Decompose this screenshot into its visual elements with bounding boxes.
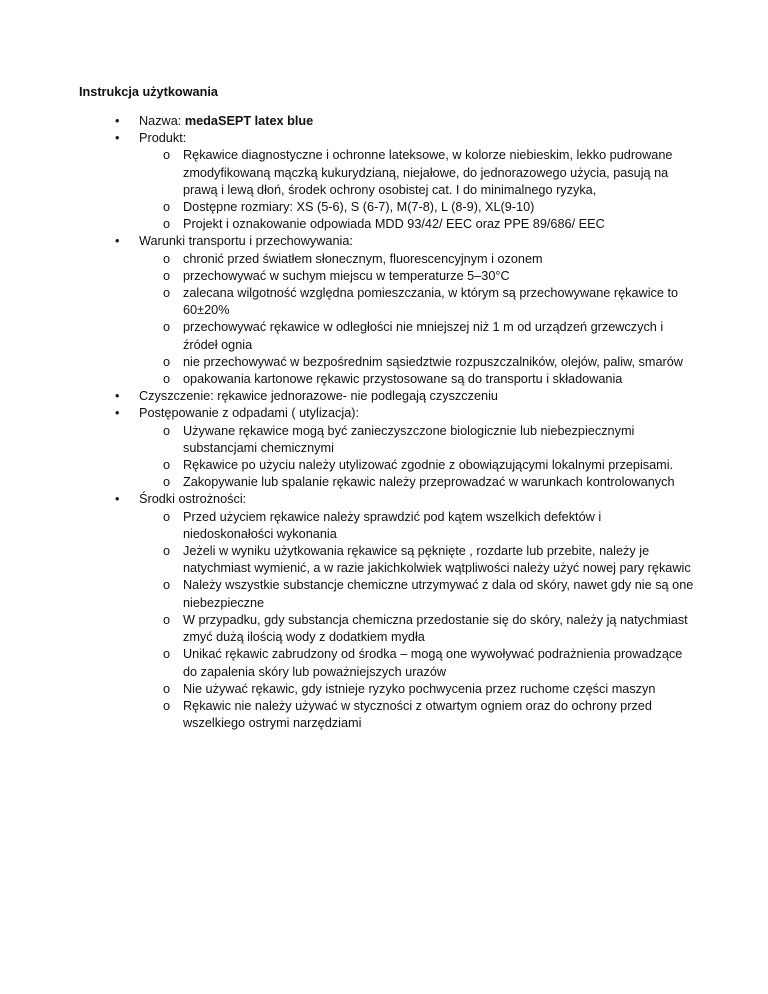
sub-item xyxy=(79,457,694,474)
product-name: medaSEPT latex blue xyxy=(184,114,314,128)
circle-bullet-icon: o xyxy=(163,217,171,232)
document-body xyxy=(79,113,694,732)
circle-bullet-icon: o xyxy=(163,148,171,163)
sub-item xyxy=(79,698,694,732)
circle-bullet-icon: o xyxy=(163,509,171,524)
bullet-icon: • xyxy=(115,114,120,128)
list-item-name xyxy=(79,113,694,130)
list-item-product xyxy=(79,130,694,233)
main-list xyxy=(79,113,694,732)
sub-item-text: zalecana wilgotność względna pomieszczania, w którym są przechowywane rękawice to 60±20% xyxy=(183,286,679,318)
circle-bullet-icon: o xyxy=(163,578,171,593)
sub-item-text: Rękawic nie należy używać w styczności z otwartym ogniem oraz do ochrony przed wszelkiego ostrymi narzędziami xyxy=(183,698,652,731)
precautions-label: Środki ostrożności: xyxy=(139,492,247,507)
sub-item xyxy=(79,543,694,577)
storage-sublist xyxy=(139,251,694,389)
name-label: Nazwa: xyxy=(139,114,185,128)
circle-bullet-icon: o xyxy=(163,458,171,473)
sub-item-text: Rękawice po użyciu należy utylizować zgodnie z obowiązującymi lokalnymi przepisami. xyxy=(183,458,674,473)
sub-item-text: Należy wszystkie substancje chemiczne utrzymywać z dala od skóry, nawet gdy nie są one niebezpieczne xyxy=(183,578,694,610)
sub-item xyxy=(79,216,694,233)
circle-bullet-icon: o xyxy=(163,320,171,335)
list-item-storage xyxy=(79,233,694,388)
sub-item xyxy=(79,268,694,285)
storage-label: Warunki transportu i przechowywania: xyxy=(139,234,353,249)
bullet-icon: • xyxy=(115,406,120,421)
sub-item-text: Zakopywanie lub spalanie rękawic należy przeprowadzać w warunkach kontrolowanych xyxy=(183,475,675,490)
circle-bullet-icon: o xyxy=(163,681,171,696)
bullet-icon: • xyxy=(115,234,120,249)
circle-bullet-icon: o xyxy=(163,251,171,266)
bullet-icon: • xyxy=(115,131,120,146)
sub-item-text: Dostępne rozmiary: XS (5-6), S (6-7), M(7-8), L (8-9), XL(9-10) xyxy=(183,200,535,215)
sub-item xyxy=(79,319,694,353)
bullet-icon: • xyxy=(115,389,120,404)
circle-bullet-icon: o xyxy=(163,475,171,490)
waste-sublist xyxy=(139,423,694,492)
document-title: Instrukcja użytkowania xyxy=(79,85,218,99)
sub-item xyxy=(79,423,694,457)
circle-bullet-icon: o xyxy=(163,612,171,627)
sub-item-text: nie przechowywać w bezpośrednim sąsiedztwie rozpuszczalników, olejów, paliw, smarów xyxy=(183,354,683,369)
sub-item-text: przechowywać rękawice w odległości nie mniejszej niż 1 m od urządzeń grzewczych i źródeł ognia xyxy=(183,320,664,352)
list-item-cleaning xyxy=(79,388,694,405)
sub-item xyxy=(79,681,694,698)
circle-bullet-icon: o xyxy=(163,647,171,662)
product-sublist xyxy=(139,147,694,233)
sub-item xyxy=(79,371,694,388)
sub-item-text: Nie używać rękawic, gdy istnieje ryzyko pochwycenia przez ruchome części maszyn xyxy=(183,681,656,696)
sub-item xyxy=(79,251,694,268)
sub-item-text: Unikać rękawic zabrudzony od środka – mogą one wywoływać podrażnienia prowadzące do zapalenia skóry lub poważniejszych urazów xyxy=(183,647,683,679)
sub-item xyxy=(79,612,694,646)
circle-bullet-icon: o xyxy=(163,544,171,559)
sub-item-text: Rękawice diagnostyczne i ochronne lateksowe, w kolorze niebieskim, lekko pudrowane zmodyfikowaną mączką kukurydzianą, niejałowe, do jednorazowego użycia, pasują na prawą i lewą dłoń, środek ochrony osobistej cat. I do minimalnego ryzyka, xyxy=(183,148,673,197)
sub-item-text: W przypadku, gdy substancja chemiczna przedostanie się do skóry, należy ją natychmiast zmyć dużą ilością wody z dodatkiem mydła xyxy=(183,612,688,645)
sub-item xyxy=(79,646,694,680)
sub-item-text: Projekt i oznakowanie odpowiada MDD 93/42/ EEC oraz PPE 89/686/ EEC xyxy=(183,217,605,232)
circle-bullet-icon: o xyxy=(163,200,171,215)
sub-item-text: przechowywać w suchym miejscu w temperaturze 5–30°C xyxy=(183,268,510,283)
circle-bullet-icon: o xyxy=(163,423,171,438)
waste-label: Postępowanie z odpadami ( utylizacja): xyxy=(139,406,360,421)
sub-item-text: Przed użyciem rękawice należy sprawdzić pod kątem wszelkich defektów i niedoskonałości wykonania xyxy=(183,509,602,541)
sub-item xyxy=(79,474,694,491)
circle-bullet-icon: o xyxy=(163,698,171,713)
sub-item xyxy=(79,285,694,319)
bullet-icon: • xyxy=(115,492,120,507)
circle-bullet-icon: o xyxy=(163,354,171,369)
sub-item xyxy=(79,147,694,199)
circle-bullet-icon: o xyxy=(163,372,171,387)
sub-item xyxy=(79,509,694,543)
precautions-sublist xyxy=(139,509,694,733)
cleaning-label: Czyszczenie: rękawice jednorazowe- nie podlegają czyszczeniu xyxy=(139,389,498,404)
sub-item-text: Jeżeli w wyniku użytkowania rękawice są pęknięte , rozdarte lub przebite, należy je natychmiast wymienić, a w razie jakichkolwiek wątpliwości należy użyć nowej pary rękawic xyxy=(183,544,691,576)
product-label: Produkt: xyxy=(139,131,187,146)
sub-item-text: opakowania kartonowe rękawic przystosowane są do transportu i składowania xyxy=(183,372,623,387)
sub-item-text: Używane rękawice mogą być zanieczyszczone biologicznie lub niebezpiecznymi substancjami chemicznymi xyxy=(183,423,635,455)
sub-item-text: chronić przed światłem słonecznym, fluorescencyjnym i ozonem xyxy=(183,251,543,266)
sub-item xyxy=(79,199,694,216)
circle-bullet-icon: o xyxy=(163,286,171,301)
circle-bullet-icon: o xyxy=(163,268,171,283)
list-item-precautions xyxy=(79,491,694,732)
list-item-waste xyxy=(79,405,694,491)
sub-item xyxy=(79,577,694,611)
sub-item xyxy=(79,354,694,371)
